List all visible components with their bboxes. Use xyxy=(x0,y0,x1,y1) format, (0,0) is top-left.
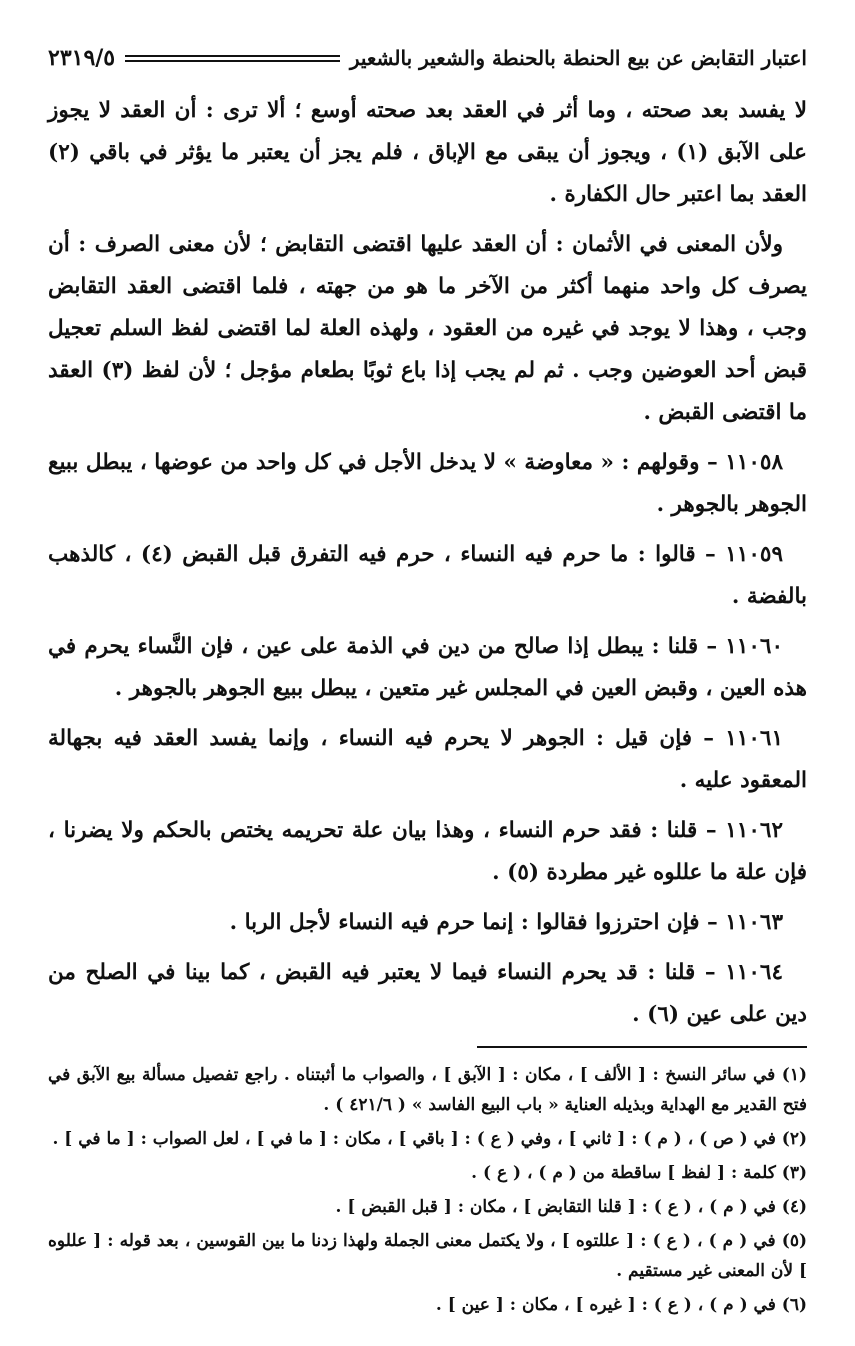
footnote: (٢) في ( ص ) ، ( م ) : [ ثاني ] ، وفي ( ع ) : [ باقي ] ، مكان : [ ما في ] ، لعل الصواب : [ ما في ] . xyxy=(52,1129,807,1149)
paragraph: ١١٠٦٣ – فإن احترزوا فقالوا : إنما حرم فيه النساء لأجل الربا . xyxy=(229,910,783,935)
footnote: (١) في سائر النسخ : [ الألف ] ، مكان : [ الآبق ] ، والصواب ما أثبتناه . راجع تفصيل مسألة بيع الآبق في فتح القدير مع الهداية وبذيله العناية « باب البيع الفاسد » ( ٤٢١/٦ ) . xyxy=(48,1065,807,1115)
footnote: (٦) في ( م ) ، ( ع ) : [ غيره ] ، مكان : [ عين ] . xyxy=(435,1295,807,1315)
header-rule xyxy=(125,55,340,62)
paragraph: ١١٠٦٤ – قلنا : قد يحرم النساء فيما لا يعتبر فيه القبض ، كما بينا في الصلح من دين على عين (٦) . xyxy=(48,960,807,1027)
footnotes xyxy=(48,1060,807,1320)
paragraph: ولأن المعنى في الأثمان : أن العقد عليها اقتضى التقابض ؛ لأن معنى الصرف : أن يصرف كل واحد منهما أكثر من الآخر ما هو من جهته ، فلما اقتضى العقد التقابض وجب ، وهذا لا يوجد في غيره من العقود ، ولهذه العلة لما اقتضى لفظ السلم تعجيل قبض أحد العوضين وجب . ثم لم يجب إذا باع ثوبًا بطعام مؤجل ؛ لأن لفظ (٣) العقد ما اقتضى القبض . xyxy=(48,232,807,425)
page-number: ٢٣١٩/٥ xyxy=(48,45,116,71)
footnote: (٥) في ( م ) ، ( ع ) : [ عللتوه ] ، ولا يكتمل معنى الجملة ولهذا زدنا ما بين القوسين ، بعد قوله : [ عللوه ] لأن المعنى غير مستقيم . xyxy=(48,1231,807,1281)
paragraph: لا يفسد بعد صحته ، وما أثر في العقد بعد صحته أوسع ؛ ألا ترى : أن العقد لا يجوز على الآبق (١) ، ويجوز أن يبقى مع الإباق ، فلم يجز أن يعتبر ما يؤثر في باقي (٢) العقد بما اعتبر حال الكفارة . xyxy=(48,98,807,207)
footnote-separator xyxy=(477,1046,807,1048)
paragraph: ١١٠٦١ – فإن قيل : الجوهر لا يحرم فيه النساء ، وإنما يفسد العقد فيه بجهالة المعقود عليه . xyxy=(48,726,807,793)
main-text xyxy=(48,90,807,1036)
running-title: اعتبار التقابض عن بيع الحنطة بالحنطة والشعير بالشعير xyxy=(349,46,807,70)
footnote: (٣) كلمة : [ لفظ ] ساقطة من ( م ) ، ( ع ) . xyxy=(471,1163,807,1183)
running-header xyxy=(48,38,807,78)
paragraph: ١١٠٥٨ – وقولهم : « معاوضة » لا يدخل الأجل في كل واحد من عوضها ، يبطل ببيع الجوهر بالجوهر . xyxy=(48,450,807,517)
paragraph: ١١٠٦٠ – قلنا : يبطل إذا صالح من دين في الذمة على عين ، فإن النَّساء يحرم في هذه العين ، وقبض العين في المجلس غير متعين ، يبطل ببيع الجوهر بالجوهر . xyxy=(48,634,807,701)
footnote: (٤) في ( م ) ، ( ع ) : [ قلنا التقابض ] ، مكان : [ قبل القبض ] . xyxy=(335,1197,807,1217)
paragraph: ١١٠٥٩ – قالوا : ما حرم فيه النساء ، حرم فيه التفرق قبل القبض (٤) ، كالذهب بالفضة . xyxy=(48,542,807,609)
paragraph: ١١٠٦٢ – قلنا : فقد حرم النساء ، وهذا بيان علة تحريمه يختص بالحكم ولا يضرنا ، فإن علة ما عللوه غير مطردة (٥) . xyxy=(48,818,807,885)
